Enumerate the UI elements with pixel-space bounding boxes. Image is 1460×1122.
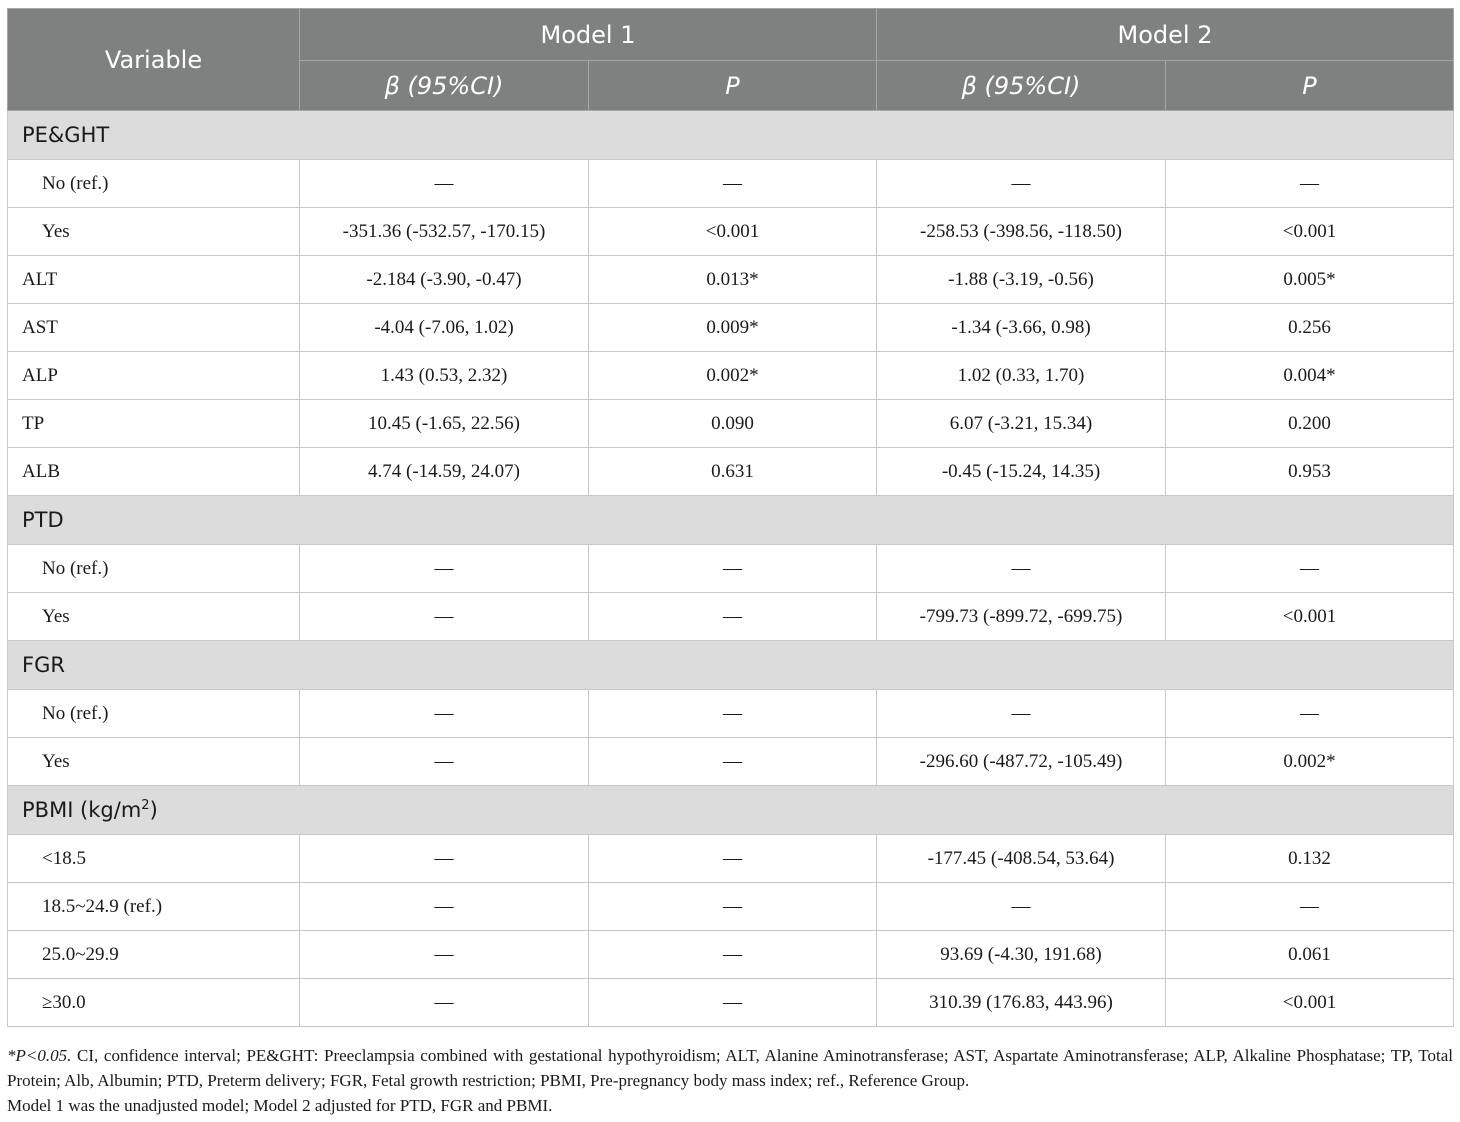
model1-beta-cell: 4.74 (-14.59, 24.07) — [300, 448, 589, 496]
group-row — [8, 496, 1454, 545]
model2-p-cell: 0.256 — [1166, 304, 1454, 352]
model2-p-cell: <0.001 — [1166, 208, 1454, 256]
model1-beta-cell: 1.43 (0.53, 2.32) — [300, 352, 589, 400]
model2-p-cell: 0.005* — [1166, 256, 1454, 304]
model1-p-cell: 0.009* — [589, 304, 877, 352]
model2-p-cell: 0.061 — [1166, 931, 1454, 979]
table-row — [8, 545, 1454, 593]
model1-p-header: P — [589, 61, 877, 111]
model2-beta-cell: 93.69 (-4.30, 191.68) — [877, 931, 1166, 979]
model2-p-cell: 0.953 — [1166, 448, 1454, 496]
table-row — [8, 304, 1454, 352]
model1-beta-cell: -351.36 (-532.57, -170.15) — [300, 208, 589, 256]
group-label — [8, 496, 1454, 545]
model1-beta-cell: 10.45 (-1.65, 22.56) — [300, 400, 589, 448]
model1-p-cell: 0.013* — [589, 256, 877, 304]
row-label: TP — [8, 400, 300, 448]
model1-p-cell: 0.090 — [589, 400, 877, 448]
model2-beta-cell: 1.02 (0.33, 1.70) — [877, 352, 1166, 400]
model1-p-cell: — — [589, 979, 877, 1027]
model1-beta-cell: — — [300, 883, 589, 931]
group-label-text: PTD — [22, 508, 64, 532]
row-label: ALP — [8, 352, 300, 400]
table-footnote — [7, 1043, 1453, 1118]
model2-p-cell: <0.001 — [1166, 593, 1454, 641]
model2-beta-cell: -1.88 (-3.19, -0.56) — [877, 256, 1166, 304]
regression-table-container — [7, 8, 1453, 1027]
row-label: Yes — [8, 593, 300, 641]
table-row — [8, 256, 1454, 304]
table-row — [8, 400, 1454, 448]
row-label: 18.5~24.9 (ref.) — [8, 883, 300, 931]
model1-header: Model 1 — [300, 9, 877, 61]
row-label: No (ref.) — [8, 160, 300, 208]
group-label — [8, 111, 1454, 160]
model2-p-cell: 0.002* — [1166, 738, 1454, 786]
model2-p-cell: — — [1166, 690, 1454, 738]
model2-p-cell: — — [1166, 545, 1454, 593]
model1-beta-cell: -4.04 (-7.06, 1.02) — [300, 304, 589, 352]
model1-beta-cell: — — [300, 738, 589, 786]
table-row — [8, 160, 1454, 208]
group-label — [8, 786, 1454, 835]
table-row — [8, 593, 1454, 641]
model1-p-cell: — — [589, 160, 877, 208]
group-label — [8, 641, 1454, 690]
table-row — [8, 979, 1454, 1027]
model2-p-header: P — [1166, 61, 1454, 111]
model1-beta-cell: — — [300, 979, 589, 1027]
footnote-models: Model 1 was the unadjusted model; Model 2 adjusted for PTD, FGR and PBMI. — [7, 1096, 553, 1115]
table-header — [8, 9, 1454, 111]
variable-header: Variable — [8, 9, 300, 111]
row-label: No (ref.) — [8, 690, 300, 738]
model2-header: Model 2 — [877, 9, 1454, 61]
model2-beta-cell: -799.73 (-899.72, -699.75) — [877, 593, 1166, 641]
footnote-significance: *P<0.05. — [7, 1046, 72, 1065]
row-label: <18.5 — [8, 835, 300, 883]
model2-beta-cell: -258.53 (-398.56, -118.50) — [877, 208, 1166, 256]
row-label: ≥30.0 — [8, 979, 300, 1027]
table-row — [8, 448, 1454, 496]
group-label-suffix: ) — [149, 798, 158, 822]
row-label: AST — [8, 304, 300, 352]
row-label: ALT — [8, 256, 300, 304]
model2-beta-cell: 6.07 (-3.21, 15.34) — [877, 400, 1166, 448]
model2-beta-cell: -0.45 (-15.24, 14.35) — [877, 448, 1166, 496]
table-body — [8, 111, 1454, 1027]
model2-p-cell: 0.132 — [1166, 835, 1454, 883]
model2-beta-cell: -177.45 (-408.54, 53.64) — [877, 835, 1166, 883]
model1-p-cell: — — [589, 738, 877, 786]
footnote-abbreviations — [7, 1043, 1453, 1093]
model2-p-cell: — — [1166, 883, 1454, 931]
group-label-superscript: 2 — [141, 798, 150, 813]
model1-p-cell: 0.631 — [589, 448, 877, 496]
model1-p-cell: <0.001 — [589, 208, 877, 256]
model1-beta-cell: — — [300, 690, 589, 738]
model1-beta-cell: — — [300, 160, 589, 208]
table-row — [8, 738, 1454, 786]
table-row — [8, 352, 1454, 400]
model2-beta-cell: — — [877, 160, 1166, 208]
group-label-text: FGR — [22, 653, 65, 677]
model2-beta-cell: — — [877, 690, 1166, 738]
model1-beta-cell: — — [300, 931, 589, 979]
row-label: ALB — [8, 448, 300, 496]
model2-beta-cell: — — [877, 883, 1166, 931]
model2-p-cell: <0.001 — [1166, 979, 1454, 1027]
group-row — [8, 641, 1454, 690]
table-row — [8, 883, 1454, 931]
row-label: Yes — [8, 738, 300, 786]
row-label: Yes — [8, 208, 300, 256]
regression-table — [7, 8, 1454, 1027]
model1-p-cell: 0.002* — [589, 352, 877, 400]
model1-p-cell: — — [589, 690, 877, 738]
model1-p-cell: — — [589, 593, 877, 641]
model1-beta-header: β (95%CI) — [300, 61, 589, 111]
table-row — [8, 931, 1454, 979]
model2-p-cell: — — [1166, 160, 1454, 208]
model1-beta-cell: — — [300, 593, 589, 641]
model2-p-cell: 0.004* — [1166, 352, 1454, 400]
model1-beta-cell: — — [300, 835, 589, 883]
group-label-text: PE&GHT — [22, 123, 110, 147]
table-row — [8, 208, 1454, 256]
model2-beta-header: β (95%CI) — [877, 61, 1166, 111]
model1-p-cell: — — [589, 545, 877, 593]
group-label-text: PBMI (kg/m — [22, 798, 142, 822]
row-label: No (ref.) — [8, 545, 300, 593]
model2-beta-cell: -296.60 (-487.72, -105.49) — [877, 738, 1166, 786]
model1-beta-cell: — — [300, 545, 589, 593]
model1-p-cell: — — [589, 835, 877, 883]
group-row — [8, 786, 1454, 835]
model1-p-cell: — — [589, 883, 877, 931]
row-label: 25.0~29.9 — [8, 931, 300, 979]
table-row — [8, 690, 1454, 738]
model1-beta-cell: -2.184 (-3.90, -0.47) — [300, 256, 589, 304]
model2-beta-cell: 310.39 (176.83, 443.96) — [877, 979, 1166, 1027]
model1-p-cell: — — [589, 931, 877, 979]
group-row — [8, 111, 1454, 160]
model2-beta-cell: — — [877, 545, 1166, 593]
footnote-abbrev-text: CI, confidence interval; PE&GHT: Preeclampsia combined with gestational hypothyroidism; ALT, Alanine Aminotransferase; AST, Aspartate Aminotransferase; ALP, Alkaline Phosphatase; TP, Total Protein; Alb, Albumin; PTD, Preterm delivery; FGR, Fetal growth restriction; PBMI, Pre-pregnancy body mass index; ref., Reference Group. — [7, 1046, 1453, 1090]
model2-beta-cell: -1.34 (-3.66, 0.98) — [877, 304, 1166, 352]
table-row — [8, 835, 1454, 883]
model2-p-cell: 0.200 — [1166, 400, 1454, 448]
